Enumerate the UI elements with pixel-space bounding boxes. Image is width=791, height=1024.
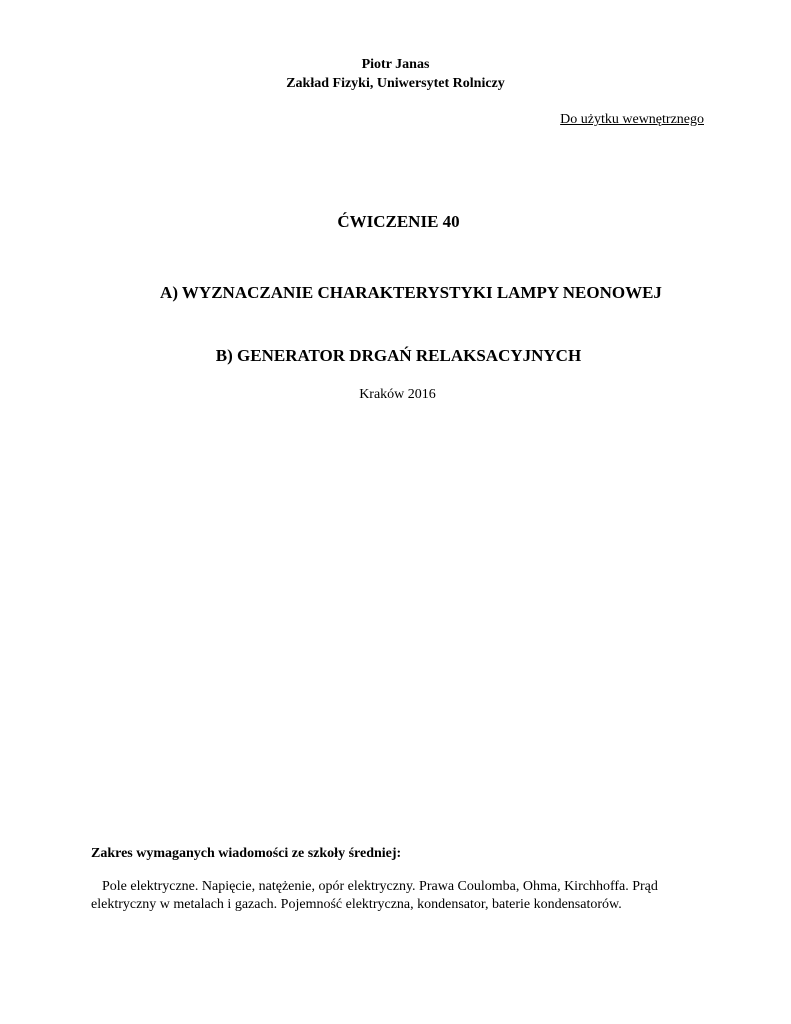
requirements-heading: Zakres wymaganych wiadomości ze szkoły średniej: <box>91 846 402 861</box>
requirements-text: Pole elektryczne. Napięcie, natężenie, opór elektryczny. Prawa Coulomba, Ohma, Kirchhoffa. Prąd elektryczny w metalach i gazach. Pojemność elektryczna, kondensator, baterie kondensatorów. <box>91 879 658 912</box>
author-affiliation: Zakład Fizyki, Uniwersytet Rolniczy <box>286 76 505 91</box>
exercise-part-b-title: B) GENERATOR DRGAŃ RELAKSACYJNYCH <box>215 346 582 365</box>
place-and-date: Kraków 2016 <box>359 387 436 402</box>
author-name: Piotr Janas <box>361 57 430 72</box>
internal-use-note: Do użytku wewnętrznego <box>560 112 704 127</box>
exercise-number: ĆWICZENIE 40 <box>337 212 460 231</box>
exercise-part-a-title: A) WYZNACZANIE CHARAKTERYSTYKI LAMPY NEONOWEJ <box>160 283 662 302</box>
